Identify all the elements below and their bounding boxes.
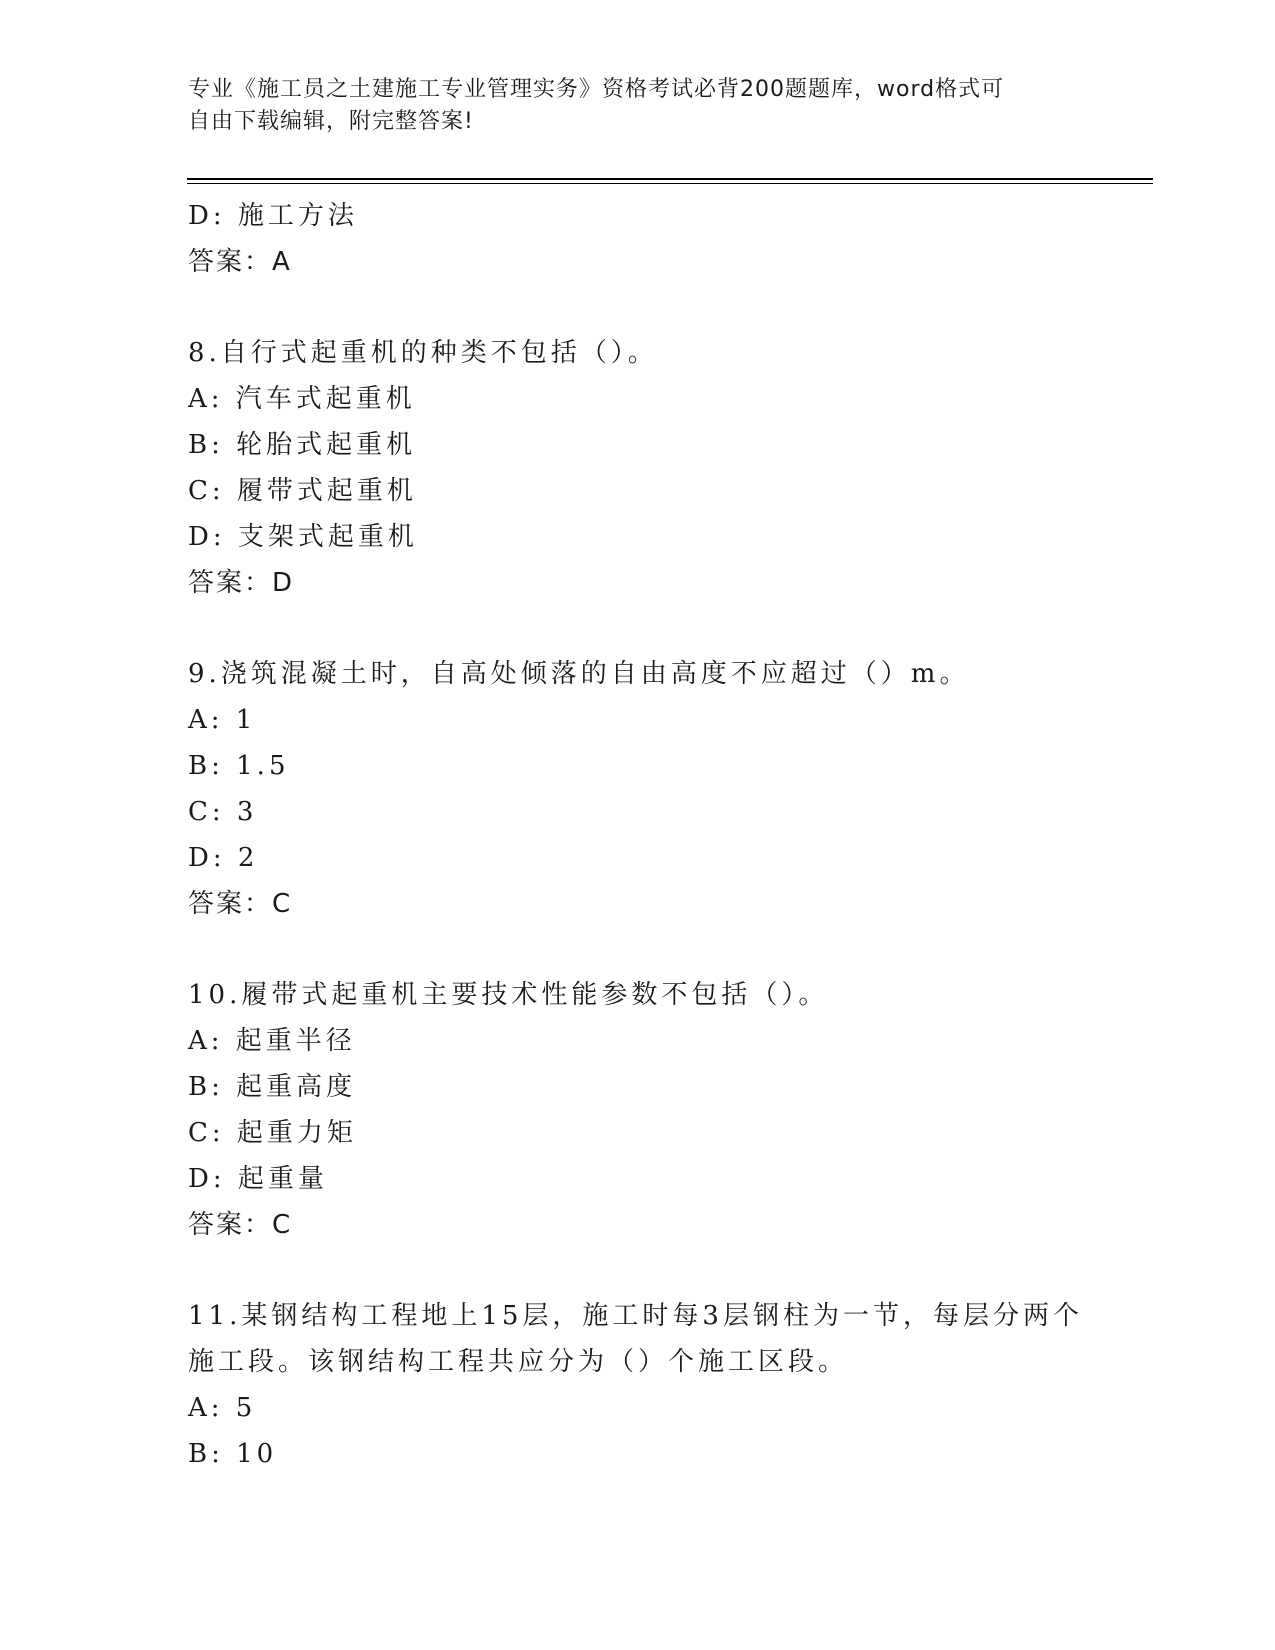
question-9-option-c: C: 3 <box>188 797 258 827</box>
question-8-text: 8.自行式起重机的种类不包括（）。 <box>188 338 658 368</box>
question-9-text: 9.浇筑混凝土时，自高处倾落的自由高度不应超过（）m。 <box>188 659 970 689</box>
header-title-line-2: 自由下载编辑，附完整答案! <box>188 109 474 134</box>
prev-option-d: D: 施工方法 <box>188 201 358 231</box>
question-11-text-line-2: 施工段。该钢结构工程共应分为（）个施工区段。 <box>188 1347 849 1377</box>
spacer <box>188 606 1088 651</box>
question-11 <box>188 1293 1088 1477</box>
question-10-option-c: C: 起重力矩 <box>188 1118 357 1148</box>
header-title-line-1: 专业《施工员之土建施工专业管理实务》资格考试必背200题题库，word格式可 <box>188 77 1005 102</box>
question-10 <box>188 972 1088 1248</box>
question-11-text-line-1: 11.某钢结构工程地上15层，施工时每3层钢柱为一节，每层分两个 <box>188 1301 1083 1331</box>
question-9-option-d: D: 2 <box>188 843 259 873</box>
question-10-option-a: A: 起重半径 <box>188 1026 356 1056</box>
spacer <box>188 285 1088 330</box>
question-10-option-b: B: 起重高度 <box>188 1072 357 1102</box>
question-9-option-a: A: 1 <box>188 705 257 735</box>
question-8 <box>188 330 1088 606</box>
question-9 <box>188 651 1088 927</box>
spacer <box>188 1248 1088 1293</box>
spacer <box>188 927 1088 972</box>
question-11-option-a: A: 5 <box>188 1393 257 1423</box>
header-divider-thin <box>187 183 1153 184</box>
header-divider-thick <box>187 178 1153 180</box>
question-8-answer: 答案：D <box>188 568 295 598</box>
question-10-option-d: D: 起重量 <box>188 1164 328 1194</box>
question-9-answer: 答案：C <box>188 889 293 919</box>
question-9-option-b: B: 1.5 <box>188 751 290 781</box>
question-8-option-a: A: 汽车式起重机 <box>188 384 416 414</box>
question-list <box>188 193 1088 1477</box>
question-8-option-b: B: 轮胎式起重机 <box>188 430 417 460</box>
prev-answer: 答案：A <box>188 247 292 277</box>
question-11-option-b: B: 10 <box>188 1439 278 1469</box>
question-10-text: 10.履带式起重机主要技术性能参数不包括（）。 <box>188 980 829 1010</box>
question-10-answer: 答案：C <box>188 1210 293 1240</box>
document-header <box>188 74 1068 138</box>
question-8-option-c: C: 履带式起重机 <box>188 476 417 506</box>
question-8-option-d: D: 支架式起重机 <box>188 522 418 552</box>
